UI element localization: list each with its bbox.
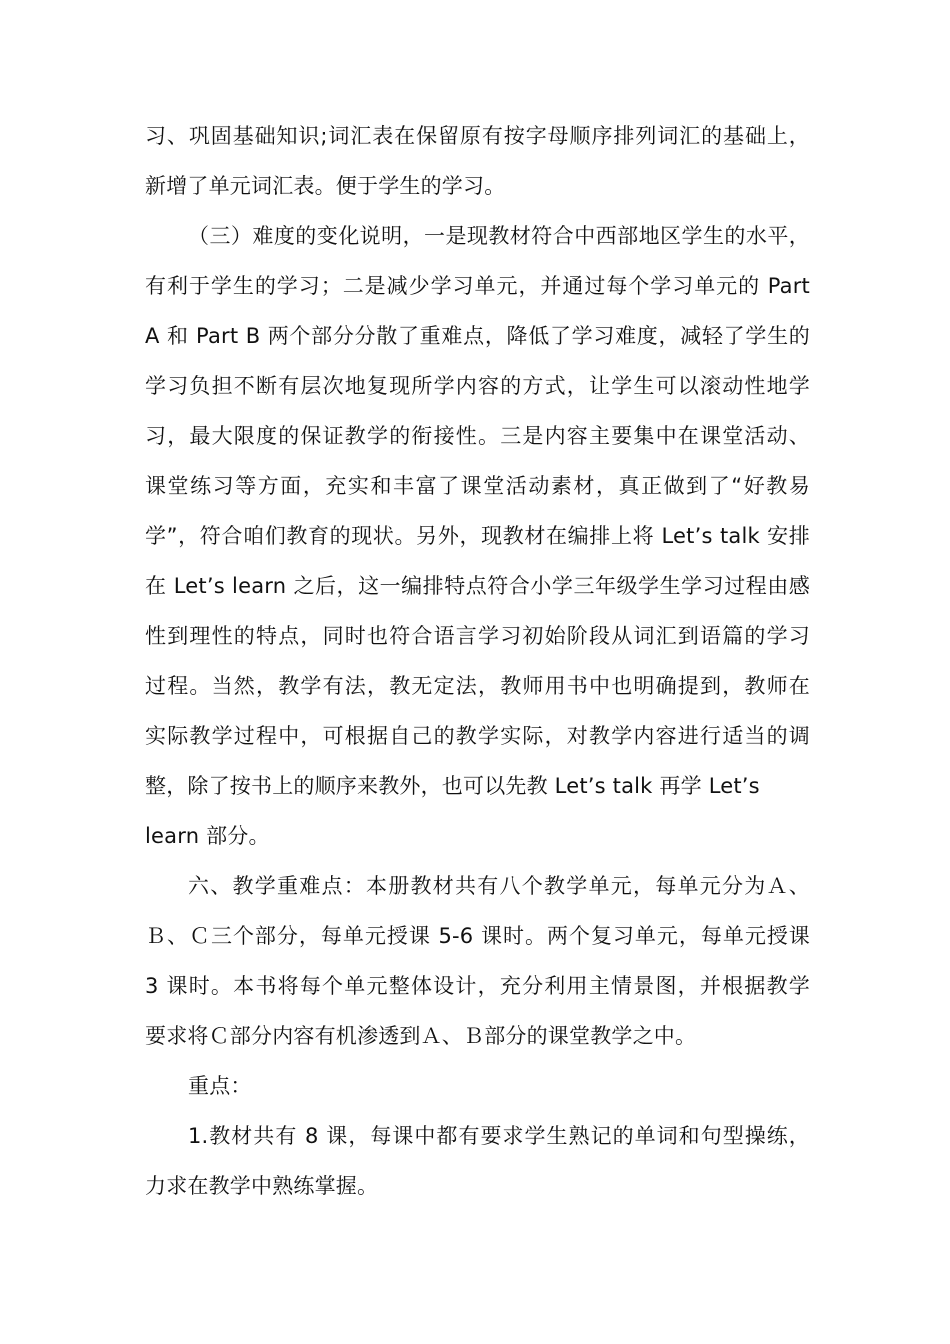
paragraph-line-5: A 和 Part B 两个部分分散了重难点，降低了学习难度，减轻了学生的 — [145, 324, 810, 348]
paragraph-line-13: 实际教学过程中，可根据自己的教学实际，对教学内容进行适当的调 — [145, 724, 810, 748]
section-heading-key-points: 重点： — [188, 1074, 252, 1098]
paragraph-line-12: 过程。当然，教学有法，教无定法，教师用书中也明确提到，教师在 — [145, 674, 810, 698]
paragraph-line-9: 学”，符合咱们教育的现状。另外，现教材在编排上将 Let’s talk 安排 — [145, 524, 810, 548]
paragraph-line-17: Ｂ、Ｃ三个部分，每单元授课 5-6 课时。两个复习单元，每单元授课 — [145, 924, 810, 948]
paragraph-line-14: 整，除了按书上的顺序来教外，也可以先教 Let’s talk 再学 Let’s — [145, 774, 760, 798]
paragraph-line-6: 学习负担不断有层次地复现所学内容的方式，让学生可以滚动性地学 — [145, 374, 810, 398]
paragraph-line-7: 习，最大限度的保证教学的衔接性。三是内容主要集中在课堂活动、 — [145, 424, 810, 448]
paragraph-line-21: 1.教材共有 8 课，每课中都有要求学生熟记的单词和句型操练， — [188, 1124, 810, 1148]
paragraph-line-15: learn 部分。 — [145, 824, 270, 848]
paragraph-line-16: 六、教学重难点：本册教材共有八个教学单元，每单元分为Ａ、 — [188, 874, 810, 898]
paragraph-line-4: 有利于学生的学习；二是减少学习单元，并通过每个学习单元的 Part — [145, 274, 810, 298]
paragraph-line-1: 习、巩固基础知识;词汇表在保留原有按字母顺序排列词汇的基础上， — [145, 124, 810, 148]
paragraph-line-10: 在 Let’s learn 之后，这一编排特点符合小学三年级学生学习过程由感 — [145, 574, 810, 598]
paragraph-line-19: 要求将Ｃ部分内容有机渗透到Ａ、Ｂ部分的课堂教学之中。 — [145, 1024, 697, 1048]
paragraph-line-3: （三）难度的变化说明，一是现教材符合中西部地区学生的水平， — [188, 224, 810, 248]
paragraph-line-8: 课堂练习等方面，充实和丰富了课堂活动素材，真正做到了“好教易 — [145, 474, 810, 498]
paragraph-line-2: 新增了单元词汇表。便于学生的学习。 — [145, 174, 506, 198]
paragraph-line-22: 力求在教学中熟练掌握。 — [145, 1174, 379, 1198]
paragraph-line-18: 3 课时。本书将每个单元整体设计，充分利用主情景图，并根据教学 — [145, 974, 810, 998]
paragraph-line-11: 性到理性的特点，同时也符合语言学习初始阶段从词汇到语篇的学习 — [145, 624, 810, 648]
